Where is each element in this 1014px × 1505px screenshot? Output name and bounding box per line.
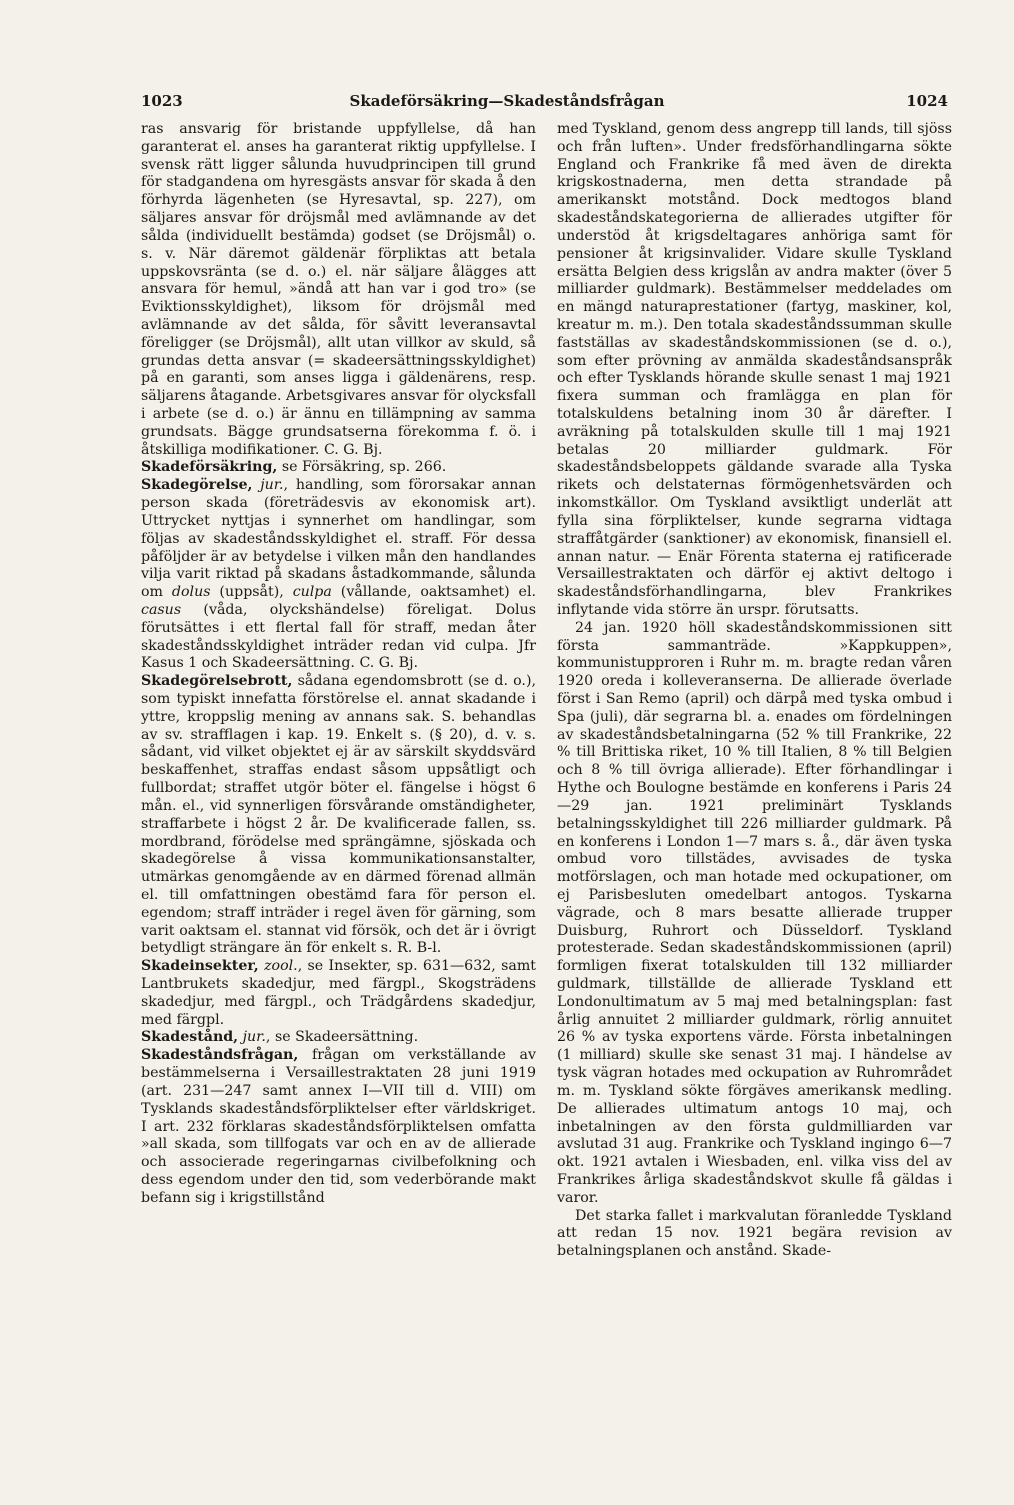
entry-skadestand: Skadestånd, jur., se Skadeersättning. (141, 1029, 419, 1046)
entry-head: Skadegörelse, (141, 477, 253, 494)
entry-skadegorelse: Skadegörelse, jur., handling, som förorsakar annan person skada (företrädesvis av ekonomisk art). Uttrycket nyttjas i synnerhet om handlingar, som följas av skadeståndsskyldighet el. straff. För dessa påföljder är av betydelse i vilken mån den handlandes vilja varit riktad på skadans åstadkommande, sålunda om dolus (uppsåt), culpa (vållande, oaktsamhet) el. casus (våda, olyckshändelse) föreligat. Dolus förutsättes i ett flertal fall för straff, medan åter skadeståndsskyldighet inträder redan vid culpa. Jfr Kasus 1 och Skadeersättning. C. G. Bj. (141, 477, 536, 672)
paragraph-continuation: ras ansvarig för bristande uppfyllelse, då han garanterat el. anses ha garanterat riktig uppfyllelse. I svensk rätt ligger sålunda huvudprincipen till grund för stadgandena om hyresgästs ansvar för skada å den förhyrda lägenheten (se Hyresavtal, sp. 227), om säljares ansvar för dröjsmål med avlämnande av det sålda (individuellt bestämda) godset (se Dröjsmål) o. s. v. När däremot gäldenär förpliktas att betala uppskovsränta (se d. o.) el. när säljare ålägges att ansvara för hemul, »ändå att han var i god tro» (se Eviktionsskyldighet), liksom för dröjsmål med avlämnande av det sålda, för såvitt leveransavtal föreligger (se Dröjsmål), allt utan villkor av skuld, så grundas detta ansvar (= skadeersättningsskyldighet) på en garanti, som anses ligga i gäldenärens, resp. säljarens åtagande. Arbetsgivares ansvar för olycksfall i arbete (se d. o.) är ännu en tillämpning av samma grundsats. Bägge grundsatserna förekomma f. ö. i åtskilliga modifikationer. C. G. Bj. (141, 121, 537, 458)
running-title: Skadeförsäkring—Skadeståndsfrågan (349, 92, 665, 110)
right-column (557, 121, 952, 1261)
entry-skadestandsfragan: Skadeståndsfrågan, frågan om verkställande av bestämmelserna i Versaillestraktaten 28 juni 1919 (art. 231—247 samt annex I—VII till d. VIII) om Tysklands skadeståndsförpliktelser efter världskriget. I art. 232 förklaras skadeståndsförpliktelsen omfatta »all skada, som tillfogats var och en av de allierade och associerade regeringarnas civilbefolkning och dess egendom under den tid, som vederbörande makt befann sig i krigstillstånd (141, 1047, 536, 1206)
entry-skadegorelsebrott: Skadegörelsebrott, sådana egendomsbrott (se d. o.), som typiskt innefatta förstörelse el. annat skadande i yttre, kroppslig mening av annans sak. S. behandlas av sv. strafflagen i kap. 19. Enkelt s. (§ 20), d. v. s. sådant, vid vilket objektet ej är av särskilt skyddsvärd beskaffenhet, straffas endast såsom uppsåtligt och fullbordat; straffet utgör böter el. fängelse i högst 6 mån. el., vid synnerligen försvårande omständigheter, straffarbete i högst 2 år. De kvalificerade fallen, ss. mordbrand, förödelse med sprängämne, sjöskada och skadegörelse å vissa kommunikationsanstalter, utmärkas genomgående av en därmed förenad allmän el. till omfattningen obestämd fara för person el. egendom; straff inträder i regel även för gärning, som varit oaktsam el. stannat vid försök, och det är i övrigt betydligt strängare än för enkelt s. R. B-l. (141, 673, 536, 957)
entry-skadeforsakring: Skadeförsäkring, se Försäkring, sp. 266. (141, 459, 447, 476)
signature: C. G. Bj. (359, 655, 418, 672)
paragraph: Det starka fallet i markvalutan föranledde Tyskland att redan 15 nov. 1921 begära revision av betalningsplanen och anstånd. Skade- (557, 1207, 952, 1260)
entry-head: Skadestånd, (141, 1029, 239, 1046)
page-number-left: 1023 (141, 92, 183, 110)
signature: C. G. Bj. (323, 441, 383, 458)
entry-head: Skadegörelsebrott, (141, 673, 293, 690)
entry-head: Skadeinsekter, (141, 958, 259, 975)
entry-head: Skadeförsäkring, (141, 459, 278, 476)
paragraph: 24 jan. 1920 höll skadeståndskommissionen sitt första sammanträde. »Kappkuppen», kommunistupproren i Ruhr m. m. bragte redan våren 1920 oreda i kolleveranserna. De allierade överlade först i San Remo (april) och därpå med tyska ombud i Spa (juli), där segrarna bl. a. enades om fördelningen av skadeståndsbetalningarna (52 % till Frankrike, 22 % till Brittiska riket, 10 % till Italien, 8 % till Belgien och 8 % till övriga allierade). Efter förhandlingar i Hythe och Boulogne bestämde en konferens i Paris 24—29 jan. 1921 preliminärt Tysklands betalningsskyldighet till 226 milliarder guldmark. På en konferens i London 1—7 mars s. å., där även tyska ombud voro tillstädes, avvisades de tyska motförslagen, och man hotade med ockupationer, om ej Parisbesluten omedelbart antogos. Tyskarna vägrade, och 8 mars besatte allierade trupper Duisburg, Ruhrort och Düsseldorf. Tyskland protesterade. Sedan skadeståndskommissionen (april) formligen fixerat totalskulden till 132 milliarder guldmark, tillställde de allierade Tyskland ett Londonultimatum av 5 maj med betalningsplan: fast årlig annuitet 2 milliarder guldmark, rörlig annuitet 26 % av tyska exportens värde. Första inbetalningen (1 milliard) skulle ske senast 31 maj. I händelse av tysk vägran hotades med ockupation av Ruhrområdet m. m. Tyskland sökte förgäves amerikansk medling. De allierades ultimatum antogs 10 maj, och inbetalningen av den första guldmilliarden var avslutad 31 aug. Frankrike och Tyskland ingingo 6—7 okt. 1921 avtalen i Wiesbaden, enl. vilka viss del av Frankrikes årliga skadeståndskvot skulle få gäldas i varor. (557, 619, 952, 1206)
paragraph: med Tyskland, genom dess angrepp till lands, till sjöss och från luften». Under fredsförhandlingarna sökte England och Frankrike få med även de direkta krigskostnaderna, men detta strandade på amerikanskt motstånd. Dock medtogos bland skadeståndskategorierna de allierades utgifter för understöd åt krigsdeltagares anhöriga samt för pensioner åt krigsinvalider. Vidare skulle Tyskland ersätta Belgien dess krigslån av andra makter (över 5 milliarder guldmark). Bestämmelser meddelades om en mängd naturaprestationer (fartyg, maskiner, kol, kreatur m. m.). Den totala skadeståndssumman skulle fastställas av skadeståndskommissionen (se d. o.), som efter prövning av anmälda skadeståndsanspråk och efter Tysklands hörande skulle senast 1 maj 1921 fixera summan och framlägga en plan för totalskuldens betalning inom 30 år därefter. I avräkning på totalskulden skulle till 1 maj 1921 betalas 20 milliarder guldmark. För skadeståndsbeloppets gäldande svarade alla Tyska rikets och delstaternas förmögenhetsvärden och inkomstkällor. Om Tyskland avsiktligt underlät att fylla sina förpliktelser, kunde segrarna vidtaga straffåtgärder (sanktioner) av ekonomisk, finansiell el. annan natur. — Enär Förenta staterna ej ratificerade Versaillestraktaten och därför ej aktivt deltogo i skadeståndsförhandlingarna, blev Frankrikes inflytande vida större än urspr. förutsatts. (557, 121, 952, 618)
signature: R. B-l. (397, 940, 442, 957)
entry-head: Skadeståndsfrågan, (141, 1047, 299, 1064)
entry-skadeinsekter: Skadeinsekter, zool., se Insekter, sp. 631—632, samt Lantbrukets skadedjur, med färgpl., Skogsträdens skadedjur, med färgpl., och Trädgårdens skadedjur, med färgpl. (141, 958, 536, 1028)
page-number-right: 1024 (906, 92, 948, 110)
left-column (141, 121, 536, 1208)
